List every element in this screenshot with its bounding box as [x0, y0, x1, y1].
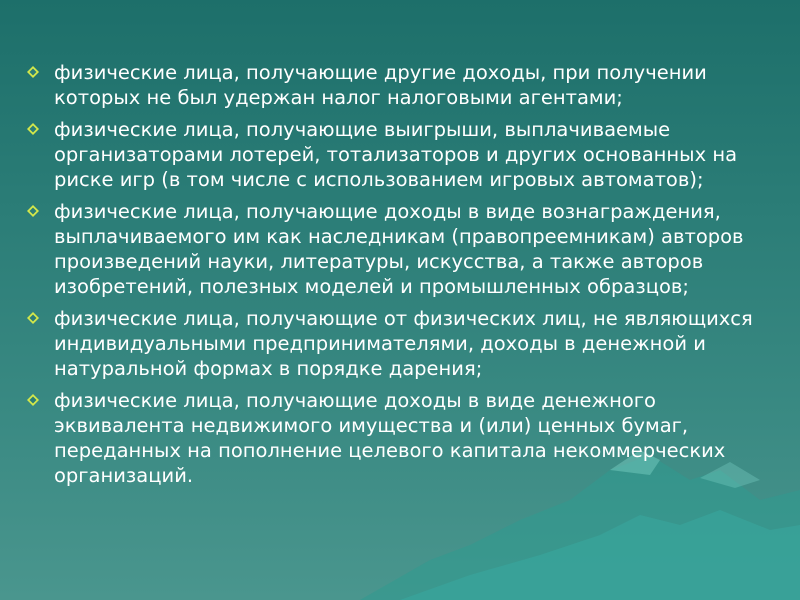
- bullet-list: [22, 60, 772, 495]
- bullet-text: физические лица, получающие выигрыши, выплачиваемые организаторами лотерей, тотализаторов и других основанных на риске игр (в том числе с использованием игровых автоматов);: [54, 118, 738, 191]
- bullet-text: физические лица, получающие другие доходы, при получении которых не был удержан налог налоговыми агентами;: [54, 61, 707, 109]
- bullet-text: физические лица, получающие от физических лиц, не являющихся индивидуальными предпринимателями, доходы в денежной и натуральной формах в порядке дарения;: [54, 307, 753, 380]
- diamond-bullet-icon: [26, 122, 40, 136]
- bullet-text: физические лица, получающие доходы в виде денежного эквивалента недвижимого имущества и (или) ценных бумаг, переданных на пополнение целевого капитала некоммерческих организаций.: [54, 389, 726, 487]
- diamond-bullet-icon: [26, 204, 40, 218]
- diamond-bullet-icon: [26, 311, 40, 325]
- bullet-item: [22, 388, 772, 488]
- bullet-item: [22, 117, 772, 192]
- bullet-item: [22, 60, 772, 110]
- diamond-bullet-icon: [26, 393, 40, 407]
- bullet-item: [22, 306, 772, 381]
- bullet-item: [22, 199, 772, 299]
- bullet-text: физические лица, получающие доходы в виде вознаграждения, выплачиваемого им как наследникам (правопреемникам) авторов произведений науки, литературы, искусства, а также авторов изобретений, полезных моделей и промышленных образцов;: [54, 200, 744, 298]
- diamond-bullet-icon: [26, 65, 40, 79]
